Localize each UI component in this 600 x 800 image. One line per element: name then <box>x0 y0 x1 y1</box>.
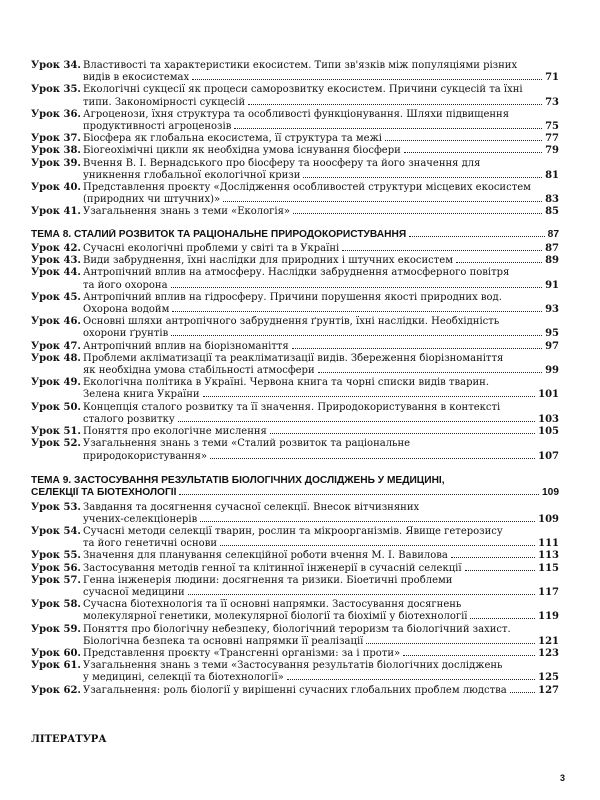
entry-title-text: Представлення проєкту «Трансгенні організми: за і проти» <box>83 647 401 659</box>
entry-page-number: 125 <box>538 672 559 684</box>
lesson-number: Урок 49. <box>31 377 81 389</box>
entry-line <box>83 206 559 218</box>
lesson-number: Урок 42. <box>31 243 81 255</box>
entry-body <box>83 341 559 353</box>
entry-title-text: Застосування методів генної та клітинної інженерії в сучасній селекції <box>83 562 462 574</box>
entry-line <box>83 599 559 611</box>
entry-page-number: 99 <box>545 365 559 377</box>
lesson-number: Урок 58. <box>31 599 81 611</box>
entry-line <box>83 414 559 426</box>
dot-leader <box>203 396 536 397</box>
page-number: 3 <box>560 773 566 783</box>
entry-line <box>83 438 559 450</box>
dot-leader <box>200 521 535 522</box>
entry-title-text: СЕЛЕКЦІЇ ТА БІОТЕХНОЛОГІЇ <box>31 487 177 499</box>
entry-body <box>83 550 559 562</box>
entry-body <box>83 353 559 377</box>
toc-entry[interactable] <box>31 660 559 684</box>
dot-leader <box>188 594 535 595</box>
lessons-group-ecology <box>31 60 559 219</box>
dot-leader <box>342 250 542 251</box>
entry-body <box>83 255 559 267</box>
topic-8-heading <box>31 229 559 241</box>
entry-title-text: Концепція сталого розвитку та її значення. Природокористування в контексті <box>83 401 501 413</box>
lesson-number: Урок 56. <box>31 562 81 574</box>
literature-heading: ЛІТЕРАТУРА <box>31 734 107 745</box>
entry-body <box>83 660 559 684</box>
entry-body <box>83 182 559 206</box>
entry-page-number: 109 <box>542 487 559 499</box>
entry-title-text: молекулярної генетики, молекулярної біології та біохімії у біотехнології <box>83 611 468 623</box>
entry-line <box>83 389 559 401</box>
dot-leader <box>403 655 535 656</box>
entry-body <box>83 502 559 526</box>
lesson-number: Урок 53. <box>31 501 81 513</box>
dot-leader <box>465 570 536 571</box>
entry-line <box>83 575 559 587</box>
toc-entry[interactable] <box>31 292 559 316</box>
entry-line <box>83 316 559 328</box>
entry-line <box>83 587 559 599</box>
dot-leader <box>223 201 542 202</box>
entry-line <box>83 60 559 72</box>
entry-title-text: Антропічний вплив на біорізноманіття <box>83 340 289 352</box>
lesson-number: Урок 60. <box>31 647 81 659</box>
entry-body <box>83 84 559 108</box>
lesson-number: Урок 40. <box>31 182 81 194</box>
entry-body <box>83 60 559 84</box>
entry-line <box>83 341 559 353</box>
entry-body <box>83 377 559 401</box>
entry-title-text: Завдання та досягнення сучасної селекції. Внесок вітчизняних <box>83 501 420 513</box>
entry-title-text: Генна інженерія людини: досягнення та ризики. Біоетичні проблеми <box>83 574 453 586</box>
lesson-number: Урок 35. <box>31 84 81 96</box>
entry-body <box>83 526 559 550</box>
dot-leader <box>366 643 535 644</box>
entry-body <box>83 438 559 462</box>
entry-line <box>83 292 559 304</box>
lesson-number: Урок 62. <box>31 684 81 696</box>
entry-body <box>83 648 559 660</box>
lessons-group-applied-biology <box>31 502 559 697</box>
entry-title-text: Види забруднення, їхні наслідки для природних і штучних екосистем <box>83 255 453 267</box>
lesson-number: Урок 48. <box>31 352 81 364</box>
toc-entry[interactable] <box>31 438 559 462</box>
entry-title-text: Сучасні екологічні проблеми у світі та в Україні <box>83 243 340 255</box>
entry-line <box>83 648 559 660</box>
entry-title-text: Представлення проєкту «Дослідження особливостей структури місцевих екосистем <box>83 182 531 194</box>
entry-page-number: 117 <box>538 586 559 598</box>
entry-page-number: 127 <box>538 684 559 696</box>
dot-leader <box>210 458 535 459</box>
entry-title-text: Значення для планування селекційної роботи вчення М. І. Вавилова <box>83 550 448 562</box>
entry-line <box>83 328 559 340</box>
entry-title-text: Узагальнення знань з теми «Застосування результатів біологічних досліджень <box>83 660 503 672</box>
dot-leader <box>404 152 542 153</box>
entry-line <box>83 636 559 648</box>
entry-line <box>83 84 559 96</box>
entry-title-text: Вчення В. І. Вернадського про біосферу та ноосферу та його значення для <box>83 157 481 169</box>
entry-body <box>83 133 559 145</box>
entry-body <box>83 206 559 218</box>
entry-line <box>83 72 559 84</box>
entry-body <box>83 267 559 291</box>
dot-leader <box>172 311 542 312</box>
entry-page-number: 97 <box>545 340 559 352</box>
toc-entry[interactable] <box>31 575 559 599</box>
entry-body <box>83 402 559 426</box>
entry-line <box>83 402 559 414</box>
entry-line <box>83 97 559 109</box>
entry-line <box>83 526 559 538</box>
lesson-number: Урок 50. <box>31 401 81 413</box>
entry-line <box>83 514 559 526</box>
entry-title-text: Антропічний вплив на атмосферу. Наслідки забруднення атмосферного повітря <box>83 267 510 279</box>
entry-line <box>83 121 559 133</box>
toc-entry[interactable] <box>31 550 559 562</box>
entry-line <box>83 170 559 182</box>
toc-entry[interactable] <box>31 563 559 575</box>
entry-line <box>83 304 559 316</box>
entry-line <box>83 426 559 438</box>
toc-entry[interactable] <box>31 316 559 340</box>
entry-title-text: та його генетичні основи <box>83 538 217 550</box>
entry-line <box>83 109 559 121</box>
dot-leader <box>234 128 542 129</box>
lesson-number: Урок 57. <box>31 574 81 586</box>
entry-page-number: 121 <box>538 635 559 647</box>
entry-page-number: 113 <box>538 550 559 562</box>
entry-line <box>83 538 559 550</box>
entry-title-text: Основні шляхи антропічного забруднення ґрунтів, їхні наслідки. Необхідність <box>83 316 500 328</box>
entry-body <box>83 624 559 648</box>
toc-entry[interactable] <box>31 182 559 206</box>
entry-page-number: 101 <box>538 389 559 401</box>
entry-line <box>83 194 559 206</box>
entry-page-number: 105 <box>538 426 559 438</box>
entry-title-text: охорони ґрунтів <box>83 328 169 340</box>
entry-page-number: 123 <box>538 647 559 659</box>
entry-line <box>83 451 559 463</box>
entry-title-text: Узагальнення знань з теми «Сталий розвиток та раціональне <box>83 438 411 450</box>
entry-line <box>83 365 559 377</box>
dot-leader <box>178 421 535 422</box>
entry-page-number: 93 <box>545 304 559 316</box>
entry-line <box>83 243 559 255</box>
entry-title-text: та його охорона <box>83 279 168 291</box>
toc-entry[interactable] <box>31 353 559 377</box>
entry-title-text: типи. Закономірності сукцесій <box>83 96 246 108</box>
entry-title-text: Сучасна біотехнологія та її основні напрямки. Застосування досягнень <box>83 599 462 611</box>
entry-page-number: 73 <box>545 96 559 108</box>
lesson-number: Урок 36. <box>31 108 81 120</box>
entry-line <box>83 624 559 636</box>
dot-leader <box>385 140 542 141</box>
toc-entry[interactable] <box>31 599 559 623</box>
entry-body <box>83 599 559 623</box>
entry-line <box>83 672 559 684</box>
toc-entry[interactable] <box>31 267 559 291</box>
toc-entry[interactable] <box>31 402 559 426</box>
entry-line <box>83 377 559 389</box>
entry-title-text: у медицині, селекції та біотехнології» <box>83 672 284 684</box>
toc-entry[interactable] <box>31 158 559 182</box>
lesson-number: Урок 51. <box>31 426 81 438</box>
entry-title-text: Проблеми акліматизації та реакліматизації видів. Збереження біорізноманіття <box>83 352 504 364</box>
entry-title-text: сталого розвитку <box>83 413 175 425</box>
entry-page-number: 87 <box>545 243 559 255</box>
dot-leader <box>248 104 542 105</box>
entry-page-number: 71 <box>545 72 559 84</box>
entry-line <box>31 229 559 241</box>
toc-entry[interactable] <box>31 685 559 697</box>
entry-title-text: (природних чи штучних)» <box>83 194 221 206</box>
entry-line <box>83 550 559 562</box>
entry-page-number: 115 <box>538 562 559 574</box>
lesson-number: Урок 44. <box>31 267 81 279</box>
dot-leader <box>171 287 543 288</box>
entry-title-text: Екологічна політика в Україні. Червона книга та чорні списки видів тварин. <box>83 377 490 389</box>
toc-entry[interactable] <box>31 526 559 550</box>
toc-entry[interactable] <box>31 255 559 267</box>
entry-title-text: Властивості та характеристики екосистем. Типи зв'язків між популяціями різних <box>83 60 518 71</box>
toc-entry[interactable] <box>31 206 559 218</box>
entry-title-text: Біогеохімічні цикли як необхідна умова існування біосфери <box>83 145 401 157</box>
lesson-number: Урок 59. <box>31 623 81 635</box>
entry-page-number: 85 <box>545 206 559 218</box>
entry-line <box>83 685 559 697</box>
entry-title-text: учених-селекціонерів <box>83 513 198 525</box>
toc-entry[interactable] <box>31 648 559 660</box>
entry-line <box>83 267 559 279</box>
lesson-number: Урок 37. <box>31 133 81 145</box>
entry-title-text: Сучасні методи селекції тварин, рослин та мікроорганізмів. Явище гетерозису <box>83 525 503 537</box>
dot-leader <box>456 262 542 263</box>
toc-entry[interactable] <box>31 377 559 401</box>
lesson-number: Урок 52. <box>31 438 81 450</box>
entry-title-text: Агроценози, їхня структура та особливості функціонування. Шляхи підвищення <box>83 108 510 120</box>
entry-title-text: Поняття про біологічну небезпеку, біологічний тероризм та біологічний захист. <box>83 623 511 635</box>
entry-title-text: як необхідна умова стабільності атмосфери <box>83 365 315 377</box>
entry-title-text: ТЕМА 9. ЗАСТОСУВАННЯ РЕЗУЛЬТАТІВ БІОЛОГІЧНИХ ДОСЛІДЖЕНЬ У МЕДИЦИНІ, <box>31 474 445 486</box>
entry-line <box>83 563 559 575</box>
dot-leader <box>303 177 542 178</box>
entry-body <box>83 563 559 575</box>
entry-title-text: Зелена книга України <box>83 389 200 401</box>
entry-body <box>83 158 559 182</box>
entry-title-text: Антропічний вплив на гідросферу. Причини порушення якості природних вод. <box>83 291 502 303</box>
entry-body <box>83 145 559 157</box>
entry-title-text: Екологічні сукцесії як процеси саморозвитку екосистем. Причини сукцесій та їхні <box>83 84 523 96</box>
toc-entry[interactable] <box>31 243 559 255</box>
entry-page-number: 75 <box>545 121 559 133</box>
entry-title-text: Біологічна безпека та основні напрямки її реалізації <box>83 635 364 647</box>
entry-line <box>83 255 559 267</box>
dot-leader <box>470 618 535 619</box>
entry-line <box>31 475 559 487</box>
entry-page-number: 91 <box>545 279 559 291</box>
entry-body <box>83 685 559 697</box>
entry-body <box>83 426 559 438</box>
entry-title-text: видів в екосистемах <box>83 72 190 84</box>
topic-9-heading <box>31 475 559 500</box>
toc-entry[interactable] <box>31 145 559 157</box>
dot-leader <box>510 692 535 693</box>
toc-entry[interactable] <box>31 133 559 145</box>
entry-page-number: 111 <box>538 538 559 550</box>
dot-leader <box>287 679 535 680</box>
toc-entry[interactable] <box>31 426 559 438</box>
entry-page-number: 87 <box>547 228 559 240</box>
dot-leader <box>192 79 542 80</box>
entry-line <box>83 353 559 365</box>
lessons-group-sustainable-development <box>31 243 559 463</box>
dot-leader <box>318 372 542 373</box>
entry-title-text: Біосфера як глобальна екосистема, її структура та межі <box>83 133 382 145</box>
entry-page-number: 83 <box>545 194 559 206</box>
toc-entry[interactable] <box>31 60 559 84</box>
entry-line <box>83 611 559 623</box>
lesson-number: Урок 41. <box>31 206 81 218</box>
dot-leader <box>220 545 535 546</box>
dot-leader <box>171 335 542 336</box>
entry-title-text: ТЕМА 8. СТАЛИЙ РОЗВИТОК ТА РАЦІОНАЛЬНЕ ПРИРОДОКОРИСТУВАННЯ <box>31 228 407 240</box>
entry-title-text: уникнення глобальної екологічної кризи <box>83 169 301 181</box>
lesson-number: Урок 47. <box>31 340 81 352</box>
entry-line <box>83 158 559 170</box>
lesson-number: Урок 46. <box>31 316 81 328</box>
dot-leader <box>179 494 539 495</box>
entry-line <box>83 660 559 672</box>
lesson-number: Урок 45. <box>31 291 81 303</box>
entry-title-text: природокористування» <box>83 450 208 462</box>
entry-body <box>83 316 559 340</box>
entry-page-number: 107 <box>538 450 559 462</box>
entry-page-number: 103 <box>538 413 559 425</box>
toc-entry[interactable] <box>31 502 559 526</box>
entry-line <box>83 145 559 157</box>
lesson-number: Урок 61. <box>31 660 81 672</box>
lesson-number: Урок 43. <box>31 255 81 267</box>
lesson-number: Урок 38. <box>31 145 81 157</box>
dot-leader <box>292 348 542 349</box>
toc-entry[interactable] <box>31 109 559 133</box>
dot-leader <box>409 236 545 237</box>
entry-line <box>83 502 559 514</box>
entry-page-number: 95 <box>545 328 559 340</box>
dot-leader <box>270 433 535 434</box>
lesson-number: Урок 34. <box>31 60 81 71</box>
entry-page-number: 79 <box>545 145 559 157</box>
toc-entry[interactable] <box>31 624 559 648</box>
entry-title-text: Поняття про екологічне мислення <box>83 426 267 438</box>
toc-entry[interactable] <box>31 341 559 353</box>
entry-line <box>83 133 559 145</box>
lesson-number: Урок 54. <box>31 525 81 537</box>
entry-body <box>83 243 559 255</box>
entry-line <box>31 487 559 499</box>
lesson-number: Урок 55. <box>31 550 81 562</box>
entry-page-number: 119 <box>538 611 559 623</box>
entry-page-number: 81 <box>545 169 559 181</box>
entry-page-number: 77 <box>545 133 559 145</box>
entry-body <box>83 109 559 133</box>
table-of-contents <box>31 60 559 697</box>
entry-title-text: Охорона водойм <box>83 304 170 316</box>
entry-title-text: Узагальнення: роль біології у вирішенні сучасних глобальних проблем людства <box>83 684 507 696</box>
entry-line <box>83 182 559 194</box>
entry-line <box>83 280 559 292</box>
dot-leader <box>293 213 542 214</box>
toc-entry[interactable] <box>31 84 559 108</box>
entry-body <box>83 575 559 599</box>
lesson-number: Урок 39. <box>31 157 81 169</box>
entry-page-number: 89 <box>545 255 559 267</box>
entry-page-number: 109 <box>538 513 559 525</box>
entry-title-text: сучасної медицини <box>83 586 185 598</box>
entry-title-text: продуктивності агроценозів <box>83 121 232 133</box>
entry-title-text: Узагальнення знань з теми «Екологія» <box>83 206 291 218</box>
entry-body <box>83 292 559 316</box>
dot-leader <box>451 557 535 558</box>
